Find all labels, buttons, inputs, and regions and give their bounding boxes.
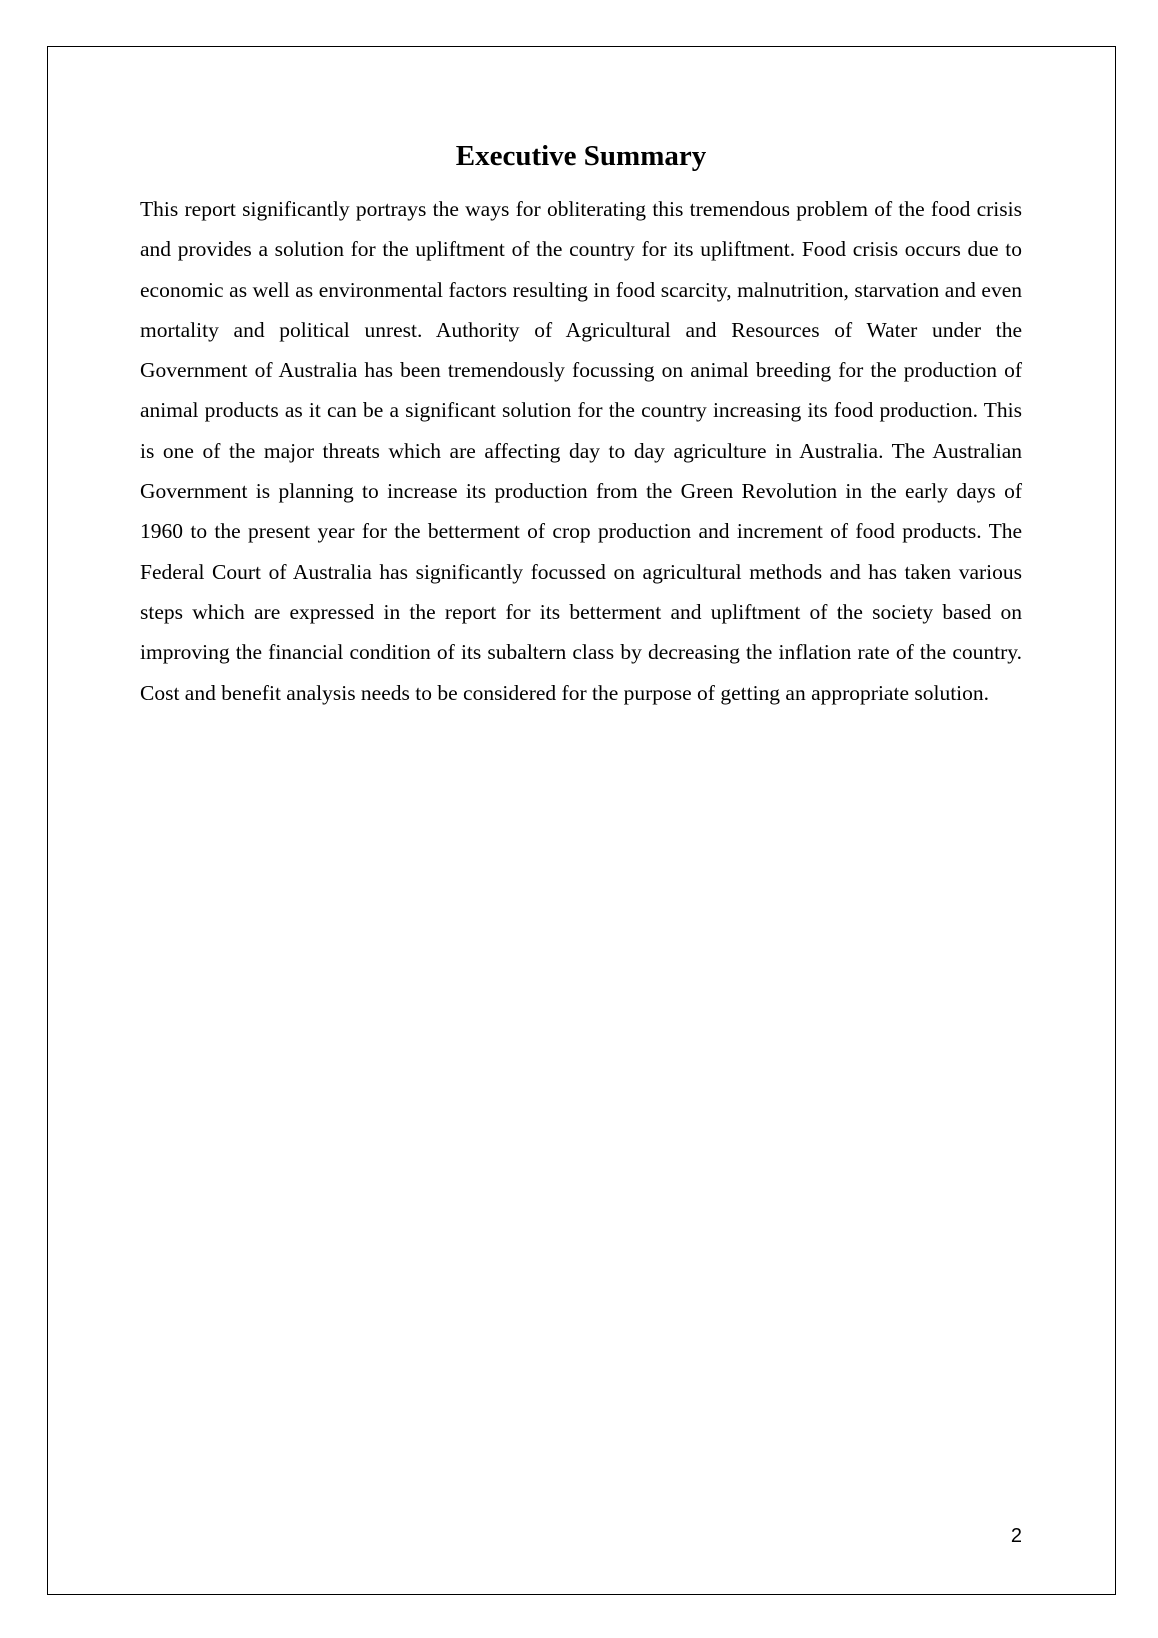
page-title: Executive Summary (455, 140, 707, 172)
executive-summary-paragraph: This report significantly portrays the ways for obliterating this tremendous problem of the food crisis and provides a solution for the upliftment of the country for its upliftment. Food crisis occurs due to economic as well as environmental factors resulting in food scarcity, malnutrition, starvation and even mortality and political unrest. Authority of Agricultural and Resources of Water under the Government of Australia has been tremendously focussing on animal breeding for the production of animal products as it can be a significant solution for the country increasing its food production. This is one of the major threats which are affecting day to day agriculture in Australia. The Australian Government is planning to increase its production from the Green Revolution in the early days of 1960 to the present year for the betterment of crop production and increment of food products. The Federal Court of Australia has significantly focussed on agricultural methods and has taken various steps which are expressed in the report for its betterment and upliftment of the society based on improving the financial condition of its subaltern class by decreasing the inflation rate of the country. Cost and benefit analysis needs to be considered for the purpose of getting an appropriate solution. (140, 197, 1022, 705)
page-number: 2 (1010, 1525, 1022, 1547)
